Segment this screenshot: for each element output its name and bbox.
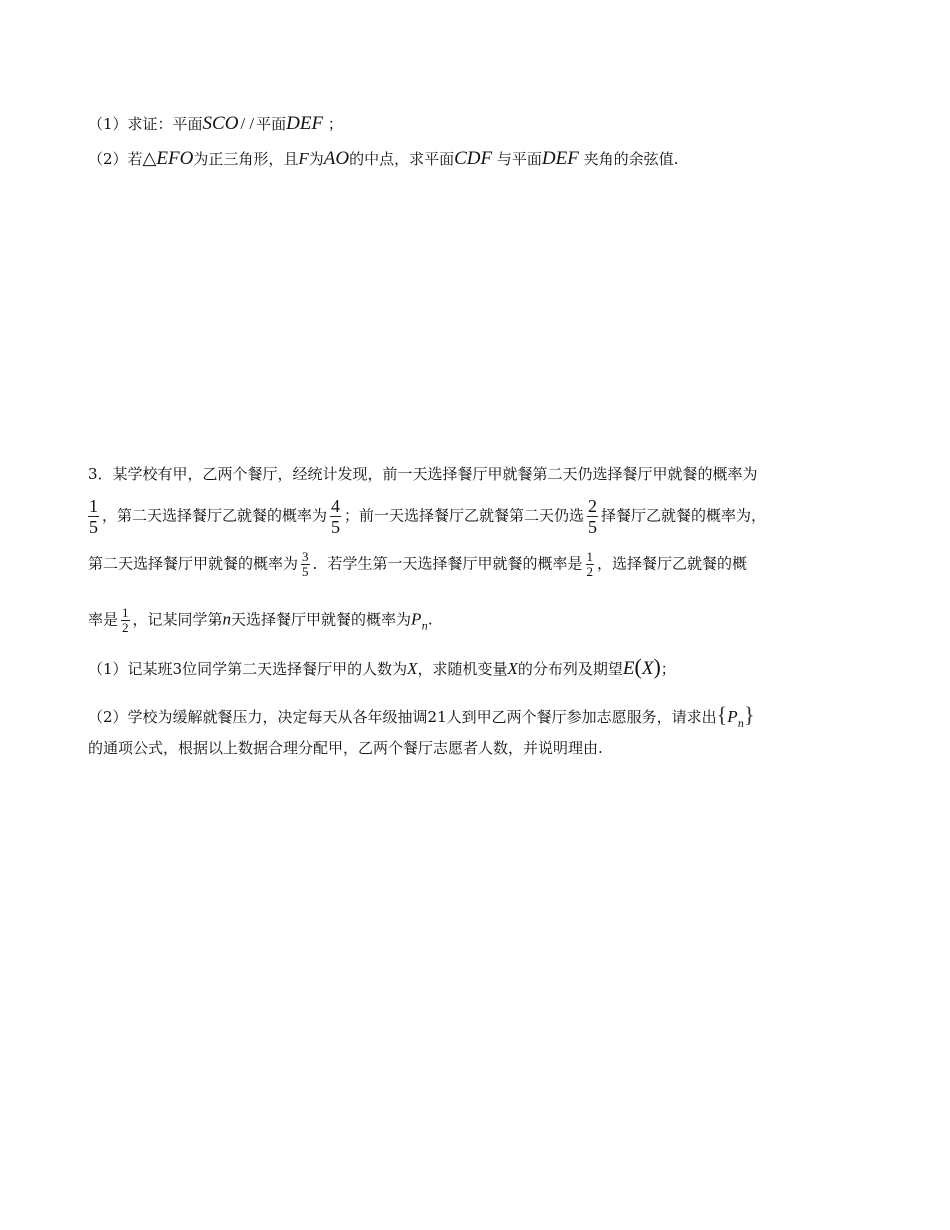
text: （1）求证：平面 bbox=[88, 115, 203, 133]
denominator: 5 bbox=[302, 564, 309, 579]
numerator: 4 bbox=[331, 496, 341, 516]
problem3-part1 bbox=[88, 656, 676, 678]
subscript-n: n bbox=[421, 621, 428, 633]
text: 第二天选择餐厅甲就餐的概率为 bbox=[88, 554, 299, 573]
math-def: DEF bbox=[286, 113, 324, 134]
problem3-line3 bbox=[88, 550, 747, 579]
text: 为正三角形，且 bbox=[193, 150, 299, 168]
math-ao: AO bbox=[323, 148, 350, 169]
text: ，第二天选择餐厅乙就餐的概率为 bbox=[102, 506, 328, 525]
parallel-symbol: / / bbox=[240, 114, 255, 133]
text: 夹角的余弦值. bbox=[578, 150, 679, 168]
math-cdf: CDF bbox=[454, 148, 493, 169]
fraction bbox=[587, 496, 598, 537]
denominator: 5 bbox=[588, 517, 598, 537]
problem3-line4 bbox=[88, 606, 433, 635]
math-p: P bbox=[727, 707, 738, 726]
problem2-part2 bbox=[88, 149, 678, 168]
problem2-part1 bbox=[88, 114, 343, 133]
math-sco: SCO bbox=[202, 113, 239, 134]
problem3-part2-cont bbox=[88, 741, 603, 756]
problem3-line2 bbox=[88, 496, 766, 537]
left-brace: { bbox=[716, 702, 728, 727]
fraction bbox=[121, 606, 130, 635]
triangle-symbol: △ bbox=[142, 148, 157, 169]
text: . bbox=[427, 610, 433, 629]
text: （2）若 bbox=[88, 150, 143, 168]
numerator: 3 bbox=[302, 549, 309, 564]
math-x: X bbox=[641, 658, 654, 679]
text: ； bbox=[660, 660, 676, 678]
text: 与平面 bbox=[492, 150, 542, 168]
text: ．若学生第一天选择餐厅甲就餐的概率是 bbox=[312, 554, 583, 573]
fraction bbox=[88, 496, 99, 537]
numerator: 2 bbox=[588, 496, 598, 516]
text: （1）记某班3位同学第二天选择餐厅甲的人数为 bbox=[88, 660, 408, 678]
text: 择餐厅乙就餐的概率为， bbox=[601, 506, 767, 525]
problem3-stem: 3．某学校有甲，乙两个餐厅，经统计发现，前一天选择餐厅甲就餐第二天仍选择餐厅甲就餐的概率为 bbox=[88, 465, 758, 483]
math-def: DEF bbox=[541, 148, 579, 169]
numerator: 1 bbox=[586, 549, 594, 564]
denominator: 2 bbox=[122, 620, 129, 635]
text: 的分布列及期望 bbox=[517, 660, 623, 678]
numerator: 1 bbox=[122, 605, 129, 620]
right-paren: ) bbox=[653, 654, 661, 679]
text: 为 bbox=[308, 150, 324, 168]
text: 率是 bbox=[88, 610, 119, 629]
math-n: n bbox=[222, 609, 232, 629]
math-x: X bbox=[507, 659, 518, 678]
math-efo: EFO bbox=[156, 148, 194, 169]
subscript-n: n bbox=[737, 719, 745, 730]
fraction bbox=[301, 550, 310, 579]
problem3-part2 bbox=[88, 704, 755, 730]
math-f: F bbox=[298, 149, 309, 168]
left-paren: ( bbox=[634, 654, 642, 679]
numerator: 1 bbox=[89, 496, 98, 516]
text: ，选择餐厅乙就餐的概 bbox=[597, 554, 748, 573]
text: 平面 bbox=[256, 115, 287, 133]
fraction bbox=[330, 496, 341, 537]
text: 天选择餐厅甲就餐的概率为 bbox=[231, 610, 412, 629]
text: ；前一天选择餐厅乙就餐第二天仍选 bbox=[344, 506, 585, 525]
math-p: P bbox=[411, 609, 422, 629]
denominator: 2 bbox=[586, 564, 594, 579]
text: ，记某同学第 bbox=[132, 610, 223, 629]
problem3-line1 bbox=[88, 467, 758, 482]
fraction bbox=[586, 550, 595, 579]
denominator: 5 bbox=[331, 517, 341, 537]
math-x: X bbox=[407, 659, 418, 678]
text: 的通项公式，根据以上数据合理分配甲，乙两个餐厅志愿者人数，并说明理由. bbox=[88, 739, 603, 757]
text: 的中点，求平面 bbox=[349, 150, 455, 168]
text: （2）学校为缓解就餐压力，决定每天从各年级抽调21人到甲乙两个餐厅参加志愿服务，请求出 bbox=[88, 708, 717, 726]
denominator: 5 bbox=[89, 517, 98, 537]
text: ，求随机变量 bbox=[417, 660, 508, 678]
math-e: E bbox=[622, 658, 635, 679]
text: ； bbox=[323, 115, 343, 133]
right-brace: } bbox=[744, 702, 755, 727]
